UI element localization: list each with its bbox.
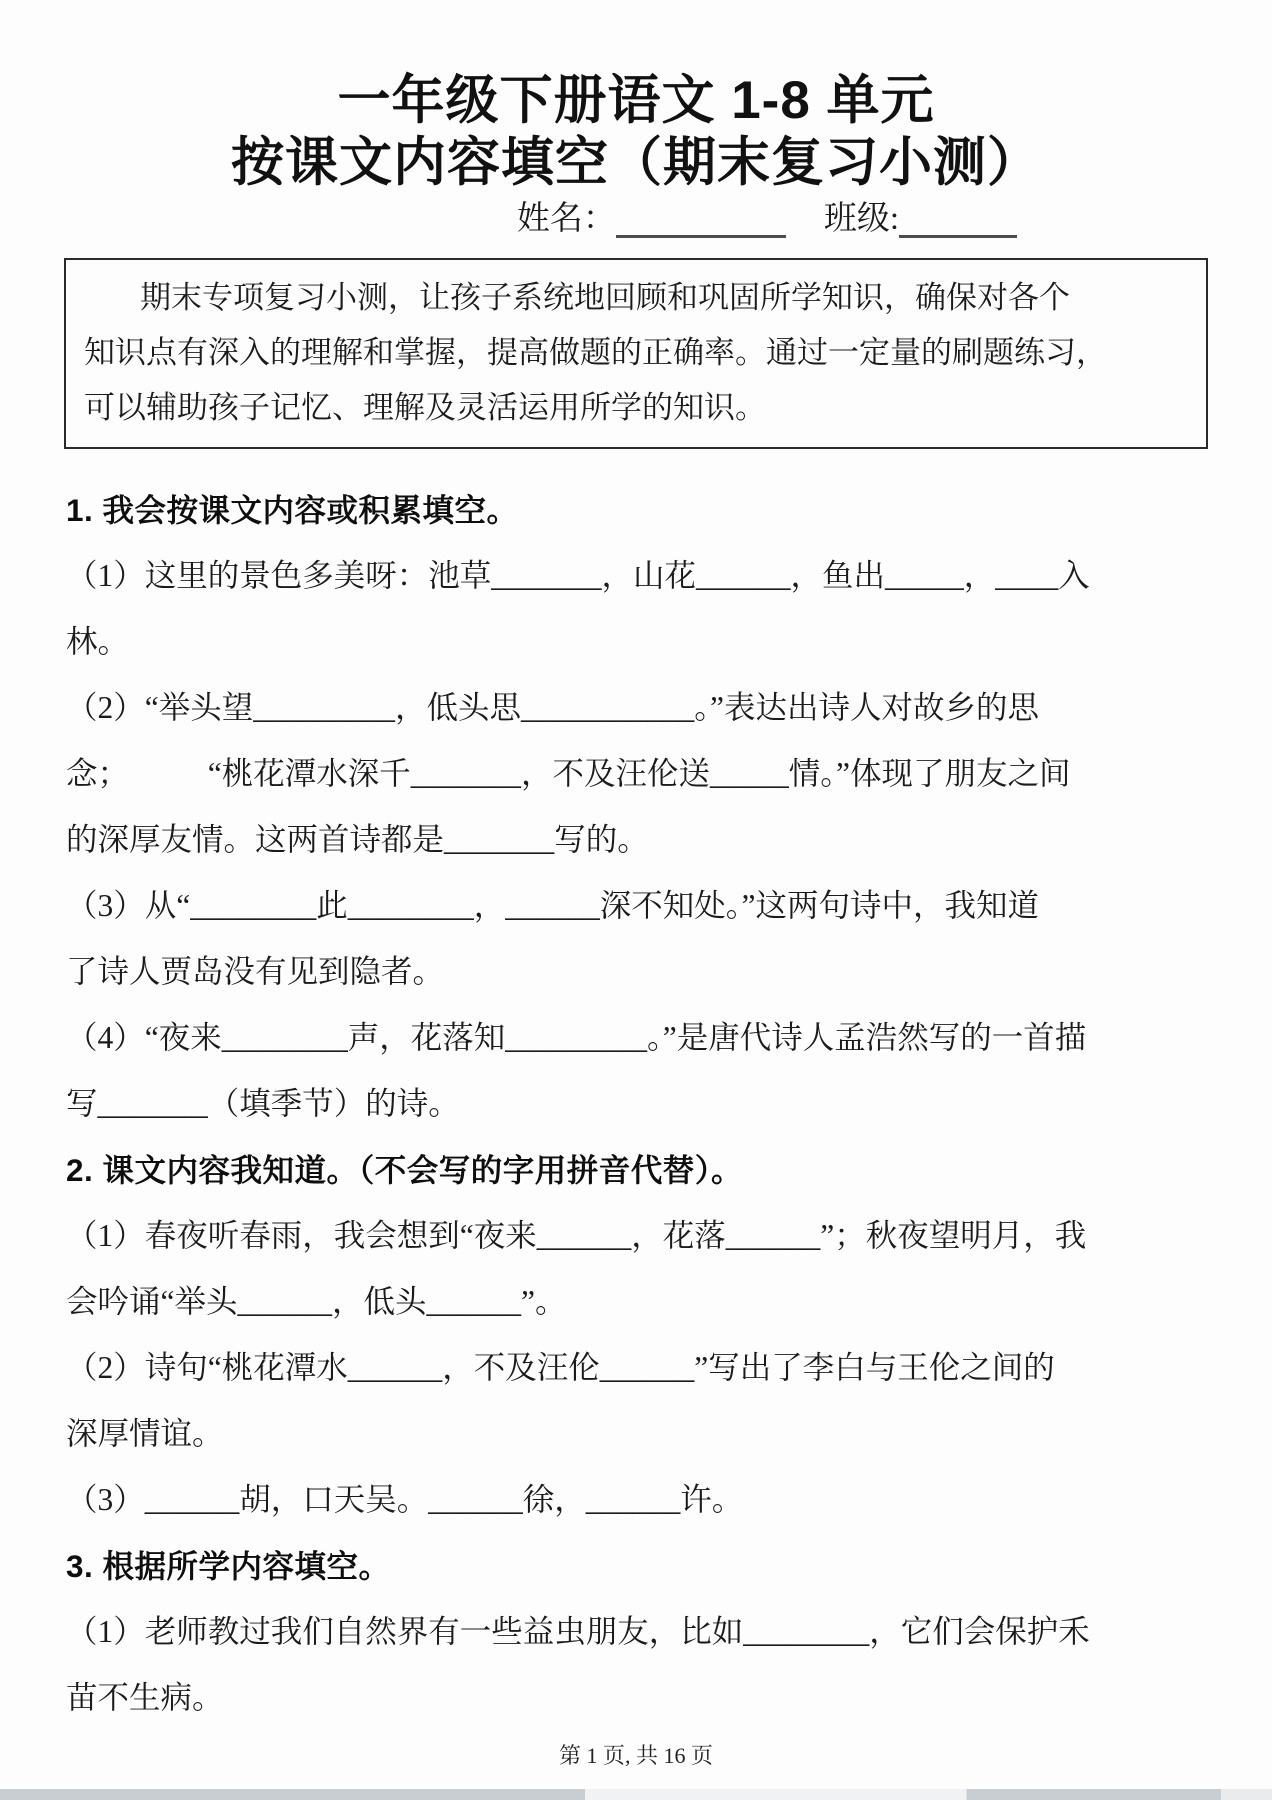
- name-blank: [616, 207, 786, 238]
- page-footer: 第 1 页, 共 16 页: [558, 1743, 713, 1768]
- page-title-line-2: 按课文内容填空（期末复习小测）: [231, 133, 1041, 192]
- section-1-item-3-line-2: 了诗人贾岛没有见到隐者。: [66, 954, 445, 989]
- intro-box: [64, 258, 1208, 449]
- section-2-item-2-line-1: （2）诗句“桃花潭水______，不及汪伦______”写出了李白与王伦之间的: [66, 1350, 1055, 1385]
- section-1-item-3-line-1: （3）从“________此________，______深不知处。”这两句诗中，我知道: [66, 888, 1039, 923]
- intro-line-1: 期末专项复习小测，让孩子系统地回顾和巩固所学知识，确保对各个: [140, 280, 1070, 315]
- name-label: 姓名：: [516, 201, 616, 237]
- section-1-item-2-line-2: 念； “桃花潭水深千_______，不及汪伦送_____情。”体现了朋友之间: [66, 756, 1071, 791]
- page-title: [0, 0, 1272, 194]
- section-2-item-1-line-1: （1）春夜听春雨，我会想到“夜来______，花落______”；秋夜望明月，我: [66, 1218, 1087, 1253]
- class-blank: [899, 207, 1017, 238]
- section-1-item-4-line-2: 写_______（填季节）的诗。: [66, 1086, 460, 1121]
- section-1-item-1-line-2: 林。: [66, 624, 130, 659]
- section-2-item-2-line-2: 深厚情谊。: [66, 1416, 224, 1451]
- section-1-item-1-line-1: （1）这里的景色多美呀：池草_______，山花______，鱼出_____，____入: [66, 558, 1090, 593]
- section-3-item-1-line-2: 苗不生病。: [66, 1680, 224, 1715]
- section-2-item-3-line-1: （3）______胡，口天吴。______徐，______许。: [66, 1482, 744, 1517]
- section-1-item-4-line-1: （4）“夜来________声，花落知_________。”是唐代诗人孟浩然写的一首描: [66, 1020, 1087, 1055]
- section-2-heading: 2. 课文内容我知道。（不会写的字用拼音代替）。: [66, 1152, 744, 1188]
- section-3-heading: 3. 根据所学内容填空。: [66, 1548, 391, 1584]
- intro-line-2: 知识点有深入的理解和掌握，提高做题的正确率。通过一定量的刷题练习，: [84, 335, 1107, 370]
- class-label: 班级:: [823, 201, 899, 237]
- section-1-heading: 1. 我会按课文内容或积累填空。: [66, 492, 519, 528]
- intro-line-3: 可以辅助孩子记忆、理解及灵活运用所学的知识。: [84, 390, 766, 425]
- section-1-item-2-line-1: （2）“举头望_________，低头思___________。”表达出诗人对故乡的思: [66, 690, 1039, 725]
- section-2-item-1-line-2: 会吟诵“举头______，低头______”。: [66, 1284, 567, 1319]
- page-title-line-1: 一年级下册语文 1-8 单元: [337, 71, 935, 130]
- section-3-item-1-line-1: （1）老师教过我们自然界有一些益虫朋友，比如________，它们会保护禾: [66, 1614, 1090, 1649]
- page-bottom-edge: [0, 1789, 1272, 1800]
- worksheet-body: [0, 477, 1272, 1731]
- section-1-item-2-line-3: 的深厚友情。这两首诗都是_______写的。: [66, 822, 649, 857]
- name-class-row: [0, 200, 1272, 238]
